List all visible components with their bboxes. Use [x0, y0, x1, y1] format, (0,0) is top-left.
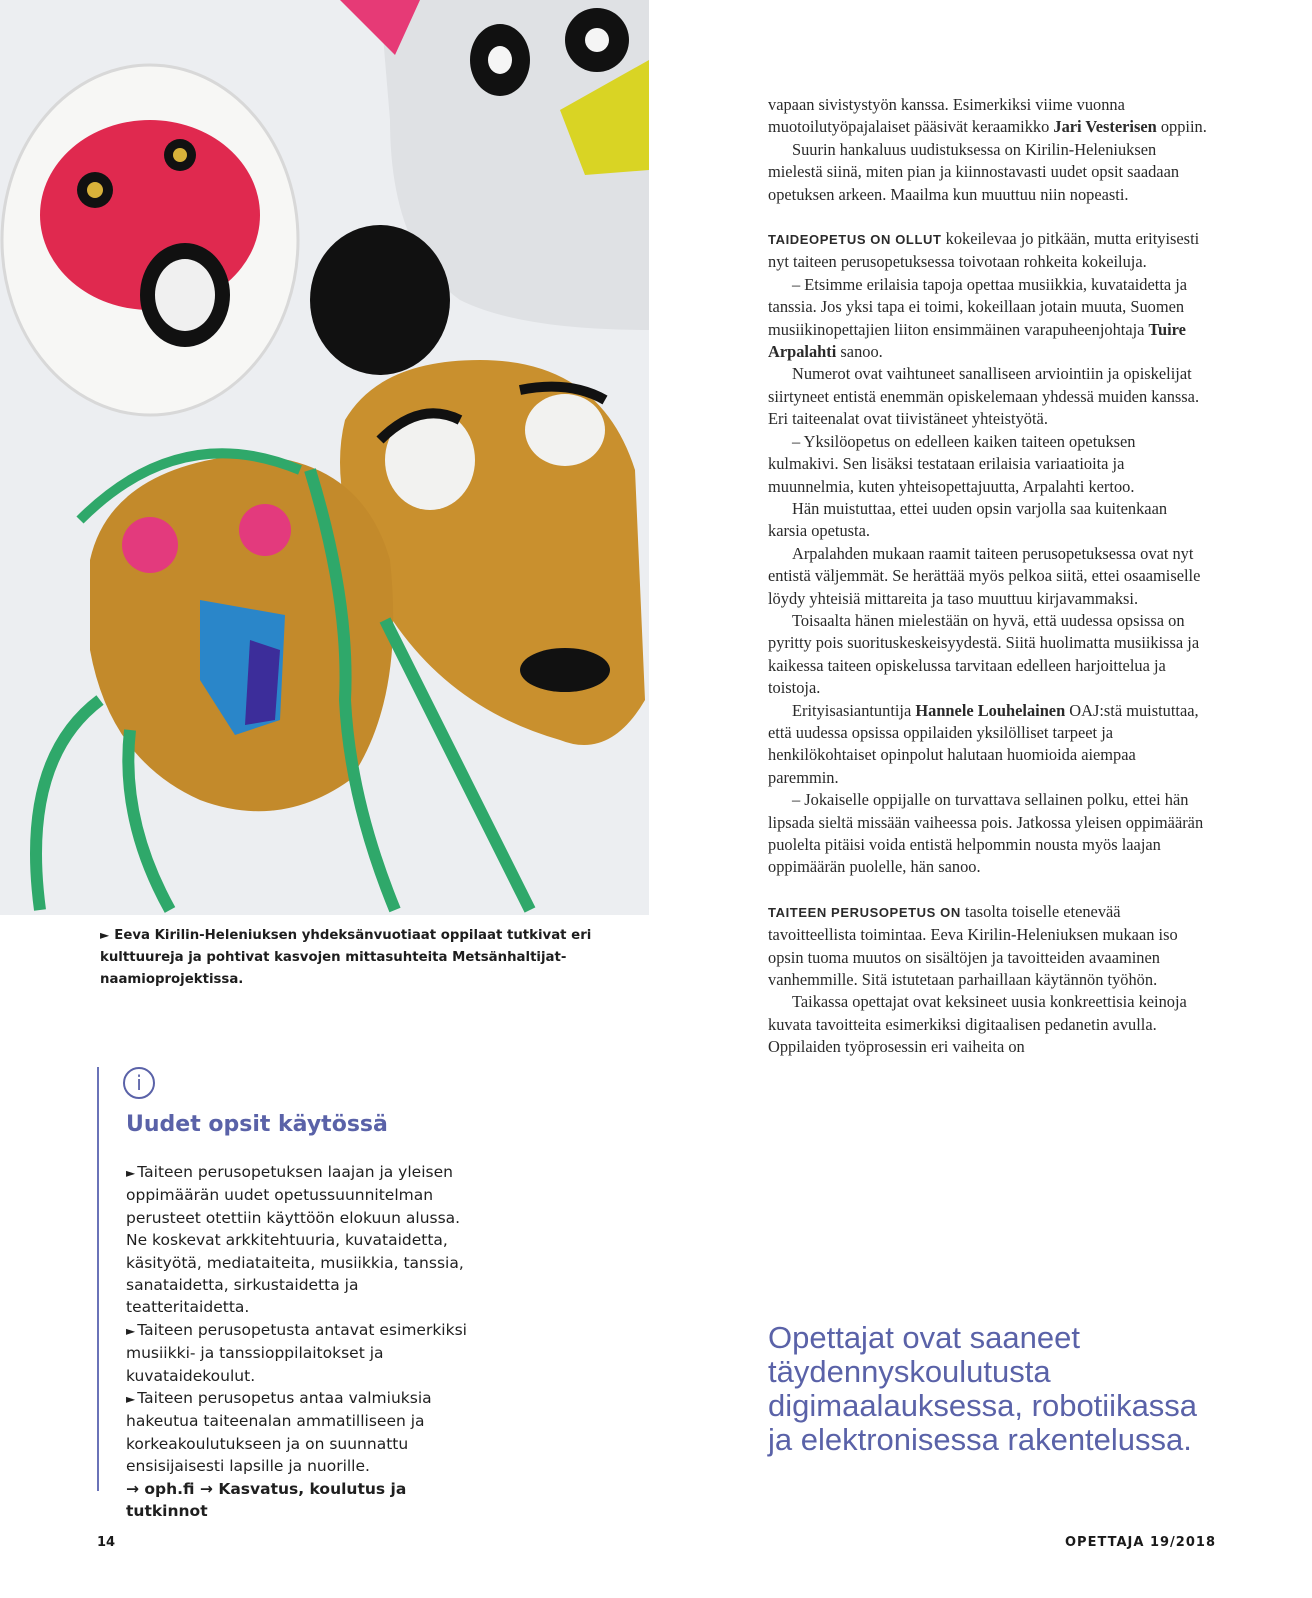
masks-illustration	[0, 0, 649, 915]
paragraph: vapaan sivistystyön kanssa. Esimerkiksi viime vuonna muotoilutyöpajalaiset pääsivät keraamikko Jari Vesterisen oppiin.	[768, 95, 1207, 137]
caption-arrow-icon: ►	[100, 928, 110, 942]
photo-caption	[100, 924, 645, 991]
section-lead: TAIDEOPETUS ON OLLUT	[768, 232, 942, 248]
info-icon: i	[123, 1067, 155, 1099]
paragraph: Hän muistuttaa, ettei uuden opsin varjolla saa kuitenkaan karsia opetusta.	[768, 498, 1168, 541]
paragraph: Suurin hankaluus uudistuksessa on Kirilin-Heleniuksen mielestä siinä, miten pian ja kiinnostavasti uudet opsit saadaan opetuksen arkeen. Maailma kun muuttuu niin nopeasti.	[768, 139, 1180, 204]
section-lead: TAITEEN PERUSOPETUS ON	[768, 904, 961, 920]
paragraph: Numerot ovat vaihtuneet sanalliseen arviointiin ja opiskelijat siirtyneet entistä enemmän opiskelemaan yhdessä muiden kanssa. Eri taiteenalat ovat tiivistäneet yhteistyötä.	[768, 364, 1200, 429]
info-box	[97, 1067, 499, 1521]
masks-photo	[0, 0, 649, 915]
info-box-title: Uudet opsit käytössä	[126, 1112, 388, 1137]
bullet-arrow-icon: ►	[126, 1166, 136, 1180]
paragraph: – Yksilöopetus on edelleen kaiken taiteen opetuksen kulmakivi. Sen lisäksi testataan erilaisia variaatioita ja muunnelmia, kuten yhteisopettajuutta, Arpalahti kertoo.	[768, 431, 1136, 496]
paragraph: Erityisasiantuntija Hannele Louhelainen OAJ:stä muistuttaa, että uudessa opsissa oppilaiden yksilölliset tarpeet ja henkilökohtaiset opinpolut halutaan huomioida aiempaa paremmin.	[768, 700, 1199, 787]
article-column	[768, 94, 1208, 1059]
section-paragraph: TAITEEN PERUSOPETUS ON tasolta toiselle etenevää tavoitteellista toimintaa. Eeva Kirilin-Heleniuksen mukaan iso opsin tuoma muutos on sisältöjen ja tavoitteiden avaaminen vanhemmille. Sitä istutetaan parhaillaan käytännön työhön.	[768, 901, 1178, 990]
paragraph: Toisaalta hänen mielestään on hyvä, että uudessa opsissa on pyritty pois suorituskeskeisyydestä. Siitä huolimatta musiikissa ja kaikessa taiteen opiskelussa tarvitaan edelleen harjoittelua ja toistoja.	[768, 610, 1200, 698]
page-number: 14	[97, 1535, 116, 1550]
info-box-body	[126, 1161, 486, 1523]
info-item: ► Taiteen perusopetusta antavat esimerkiksi musiikki- ja tanssioppilaitokset ja kuvataidekoulut.	[126, 1320, 467, 1385]
black-feathers	[310, 225, 450, 375]
person-name: Hannele Louhelainen	[915, 700, 1066, 720]
info-link[interactable]: → oph.fi → Kasvatus, koulutus ja tutkinnot	[126, 1479, 407, 1521]
caption-text: Eeva Kirilin-Heleniuksen yhdeksänvuotiaat oppilaat tutkivat eri kulttuureja ja pohtivat kasvojen mittasuhteita Metsänhaltijat-naamioprojektissa.	[100, 928, 592, 987]
paragraph: – Etsimme erilaisia tapoja opettaa musiikkia, kuvataidetta ja tanssia. Jos yksi tapa ei toimi, kokeillaan jotain muuta, Suomen musiikinopettajien liiton ensimmäinen varapuheenjohtaja Tuire Arpalahti sanoo.	[768, 274, 1188, 362]
person-name: Tuire Arpalahti	[768, 319, 1186, 362]
pull-quote: Opettajat ovat saaneet täydennyskoulutusta digimaalauksessa, robotiikassa ja elektronisessa rakentelussa.	[768, 1320, 1198, 1457]
info-item: ► Taiteen perusopetuksen laajan ja yleisen oppimäärän uudet opetussuunnitelman perusteet otettiin käyttöön elokuun alussa. Ne koskevat arkkitehtuuria, kuvataidetta, käsityötä, mediataiteita, musiikkia, tanssia, sanataidetta, sirkustaidetta ja teatteritaidetta.	[126, 1163, 464, 1317]
info-item: ► Taiteen perusopetus antaa valmiuksia hakeutua taiteenalan ammatilliseen ja korkeakoulutukseen ja on suunnattu ensisijaisesti lapsille ja nuorille.	[126, 1389, 432, 1476]
section-paragraph: TAIDEOPETUS ON OLLUT kokeilevaa jo pitkään, mutta erityisesti nyt taiteen perusopetuksessa toivotaan rohkeita kokeiluja.	[768, 229, 1200, 272]
bullet-arrow-icon: ►	[126, 1323, 136, 1338]
paragraph: – Jokaiselle oppijalle on turvattava sellainen polku, ettei hän lipsada sieltä missään vaiheessa pois. Jatkossa yleisen oppimäärän puolelta pitäisi voida entistä helpommin nousta myös laajan oppimäärän puolelle, hän sanoo.	[768, 790, 1204, 877]
bullet-arrow-icon: ►	[126, 1392, 136, 1407]
person-name: Jari Vesterisen	[1053, 117, 1157, 137]
issue-label: OPETTAJA 19/2018	[1065, 1535, 1216, 1550]
paragraph: Taikassa opettajat ovat keksineet uusia konkreettisia keinoja kuvata tavoitteita esimerkiksi digitaalisen pedanetin avulla. Oppilaiden työprosessin eri vaiheita on	[768, 992, 1187, 1057]
paragraph: Arpalahden mukaan raamit taiteen perusopetuksessa ovat nyt entistä väljemmät. Se herättää myös pelkoa siitä, ettei osaamiselle löydy yhteisiä mittareita ja taso muuttuu kirjavammaksi.	[768, 543, 1201, 608]
white-red-mask	[2, 65, 298, 415]
